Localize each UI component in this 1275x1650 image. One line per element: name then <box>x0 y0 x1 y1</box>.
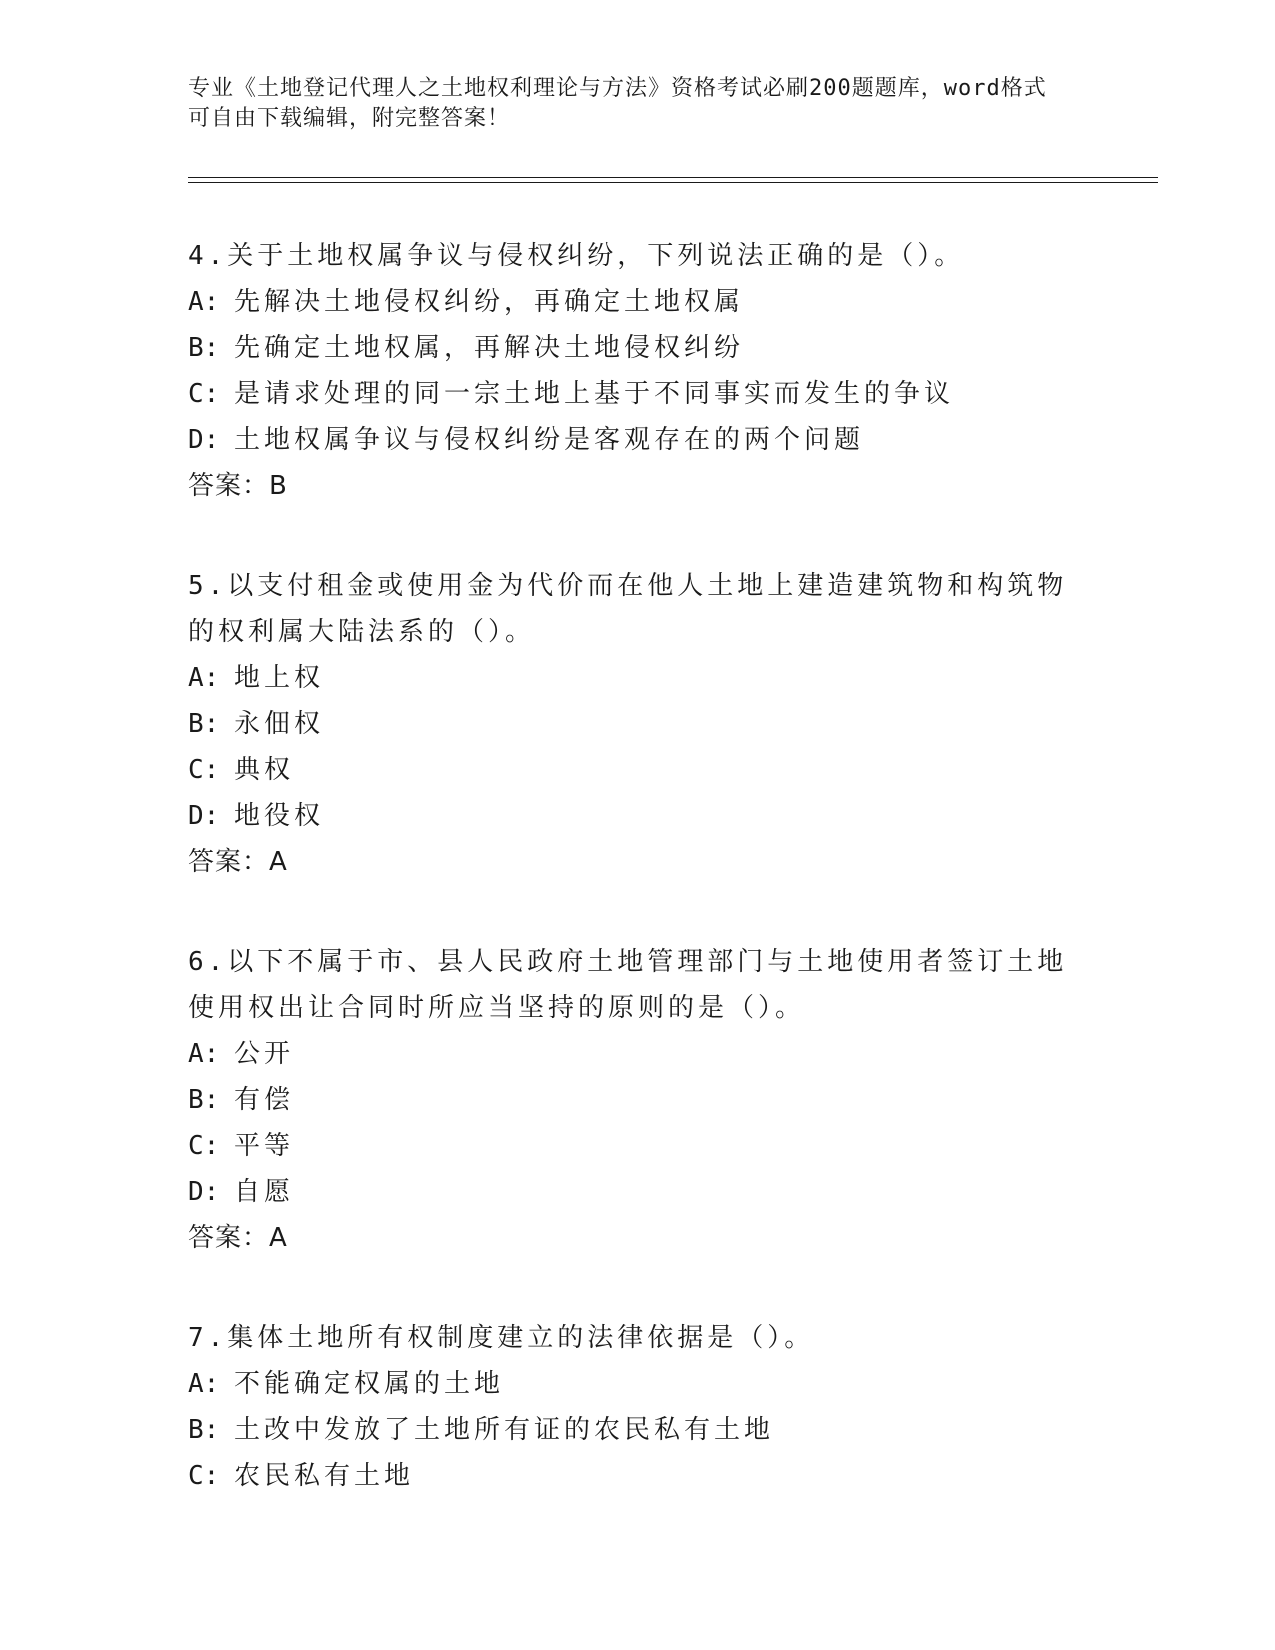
option-letter: B: <box>188 1415 220 1445</box>
question-5 <box>188 563 1068 885</box>
question-4 <box>188 233 1068 509</box>
option-d <box>188 793 1068 839</box>
option-letter: A: <box>188 1039 220 1069</box>
option-text: 土地权属争议与侵权纠纷是客观存在的两个问题 <box>234 425 865 455</box>
option-d <box>188 417 1068 463</box>
option-a <box>188 655 1068 701</box>
option-a <box>188 279 1068 325</box>
option-text: 是请求处理的同一宗土地上基于不同事实而发生的争议 <box>234 379 955 409</box>
question-list <box>188 233 1068 1553</box>
option-c <box>188 747 1068 793</box>
option-text: 先确定土地权属，再解决土地侵权纠纷 <box>234 333 745 363</box>
option-text: 地上权 <box>234 663 325 693</box>
header-rule-bottom <box>188 182 1158 183</box>
option-text: 典权 <box>234 755 295 785</box>
option-text: 地役权 <box>234 801 325 831</box>
option-letter: B: <box>188 1085 220 1115</box>
option-letter: D: <box>188 801 220 831</box>
option-b <box>188 1407 1068 1453</box>
question-7 <box>188 1315 1068 1499</box>
document-header: 专业《土地登记代理人之土地权利理论与方法》资格考试必刷200题题库，word格式可自由下载编辑，附完整答案！ <box>188 76 1047 131</box>
option-letter: D: <box>188 1177 220 1207</box>
question-stem: 6.以下不属于市、县人民政府土地管理部门与土地使用者签订土地使用权出让合同时所应当坚持的原则的是（）。 <box>188 947 1068 1023</box>
option-text: 先解决土地侵权纠纷，再确定土地权属 <box>234 287 745 317</box>
option-d <box>188 1169 1068 1215</box>
option-letter: C: <box>188 379 220 409</box>
option-letter: A: <box>188 663 220 693</box>
question-stem: 4.关于土地权属争议与侵权纠纷，下列说法正确的是（）。 <box>188 241 965 271</box>
option-letter: C: <box>188 1131 220 1161</box>
option-text: 永佃权 <box>234 709 325 739</box>
answer-line: 答案：B <box>188 471 288 501</box>
header-rule-top <box>188 177 1158 178</box>
option-letter: B: <box>188 709 220 739</box>
option-text: 平等 <box>234 1131 295 1161</box>
option-c <box>188 1453 1068 1499</box>
option-c <box>188 371 1068 417</box>
option-b <box>188 1077 1068 1123</box>
option-letter: D: <box>188 425 220 455</box>
option-text: 土改中发放了土地所有证的农民私有土地 <box>234 1415 775 1445</box>
question-stem: 7.集体土地所有权制度建立的法律依据是（）。 <box>188 1323 815 1353</box>
option-text: 农民私有土地 <box>234 1461 415 1491</box>
option-text: 自愿 <box>234 1177 295 1207</box>
option-text: 不能确定权属的土地 <box>234 1369 505 1399</box>
question-stem: 5.以支付租金或使用金为代价而在他人土地上建造建筑物和构筑物的权利属大陆法系的（）。 <box>188 571 1068 647</box>
option-letter: B: <box>188 333 220 363</box>
question-6 <box>188 939 1068 1261</box>
option-a <box>188 1031 1068 1077</box>
answer-line: 答案：A <box>188 847 288 877</box>
option-b <box>188 701 1068 747</box>
option-letter: C: <box>188 755 220 785</box>
option-a <box>188 1361 1068 1407</box>
answer-line: 答案：A <box>188 1223 288 1253</box>
option-letter: C: <box>188 1461 220 1491</box>
option-c <box>188 1123 1068 1169</box>
option-text: 有偿 <box>234 1085 295 1115</box>
option-text: 公开 <box>234 1039 295 1069</box>
option-b <box>188 325 1068 371</box>
option-letter: A: <box>188 287 220 317</box>
option-letter: A: <box>188 1369 220 1399</box>
